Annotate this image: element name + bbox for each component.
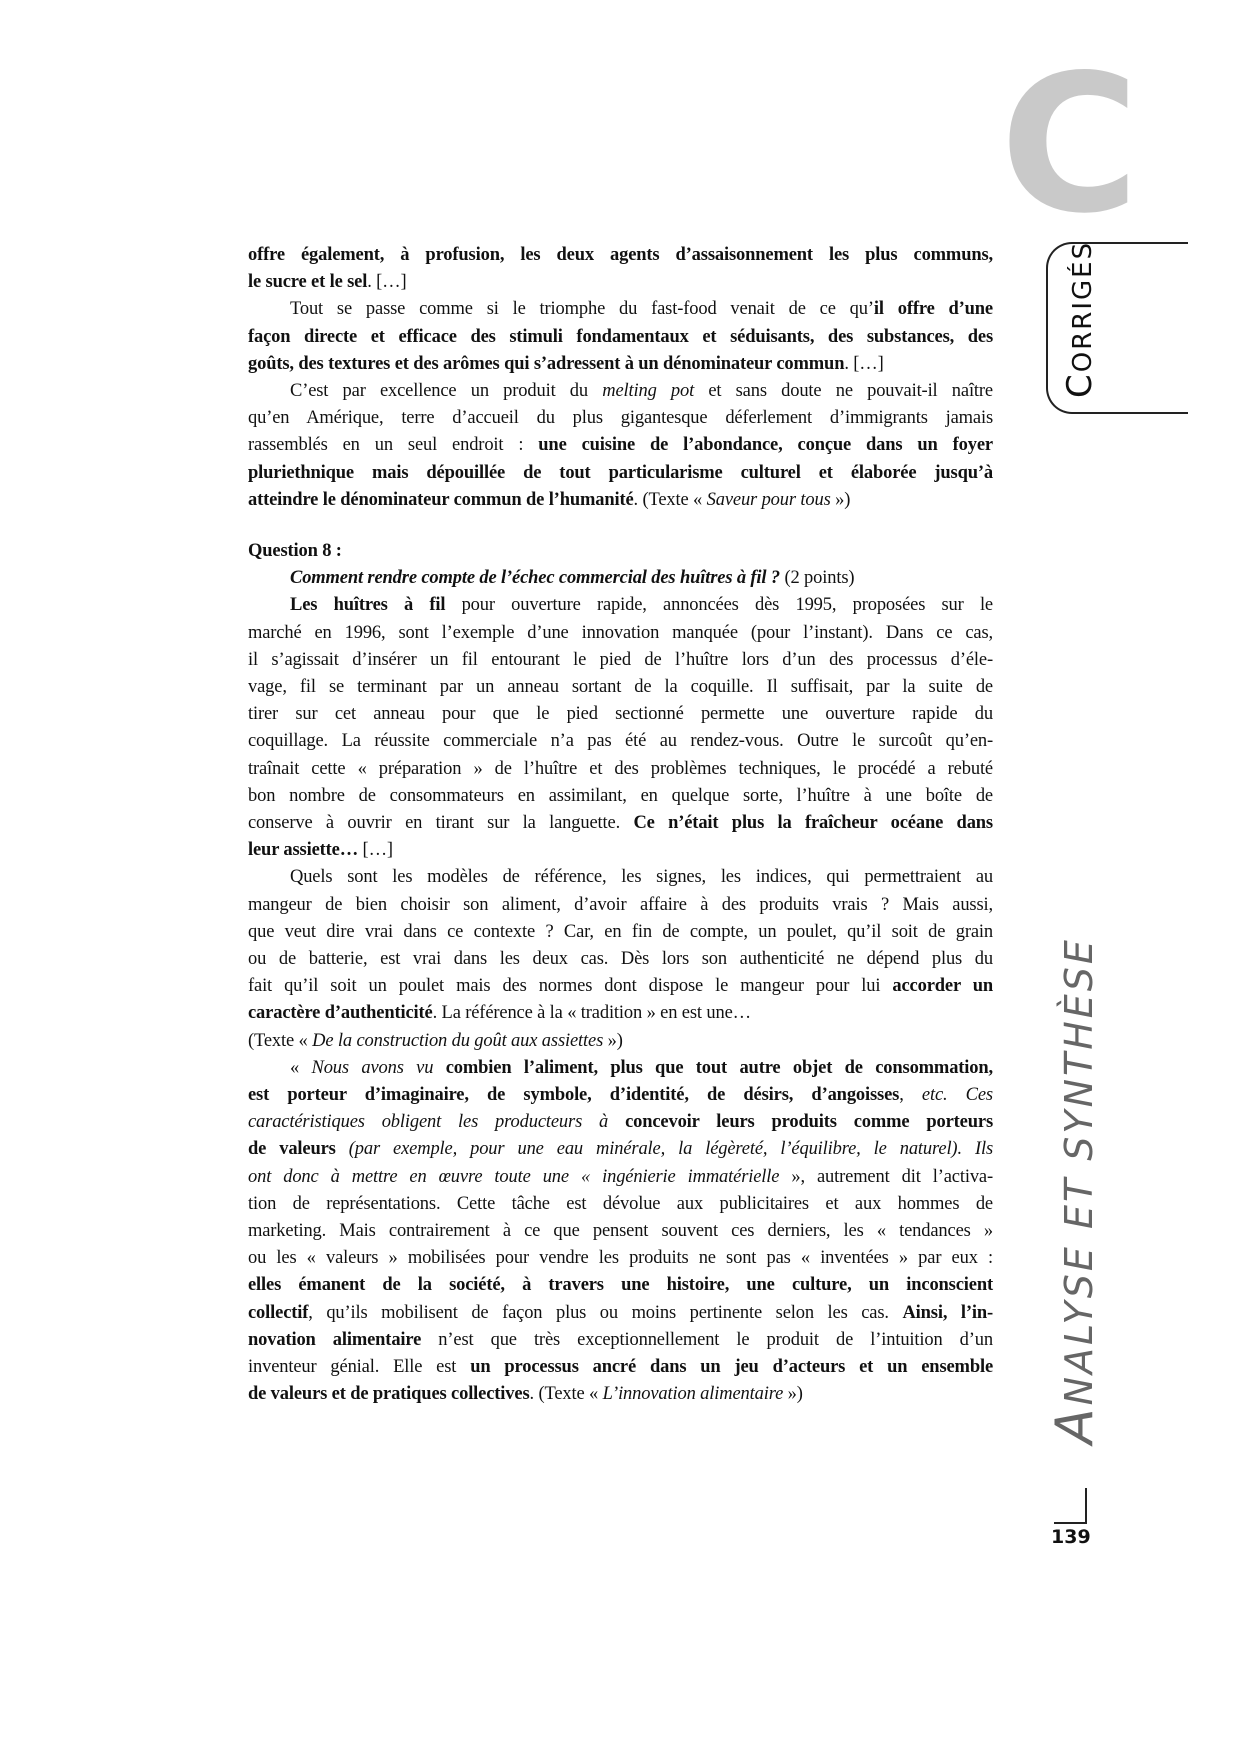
text-line	[248, 1381, 993, 1408]
text-line	[248, 647, 993, 674]
section-tab-label	[1060, 241, 1100, 398]
paragraph	[248, 1055, 993, 1409]
text-line	[248, 351, 993, 378]
bold-text-run: offre également, à profusion, les deux agents d’assaisonnement les plus communs,	[248, 245, 993, 265]
text-run: rassemblés en un seul endroit :	[248, 435, 539, 456]
bold-text-run: caractère d’authenticité	[248, 1003, 433, 1024]
bold-text-run: goûts, des textures et des arômes qui s’adressent à un dénominateur commun	[248, 353, 845, 374]
bold-italic-text-run: Comment rendre compte de l’échec commercial des huîtres à fil ?	[290, 568, 780, 589]
paragraph	[248, 592, 993, 864]
text-run: et sans doute ne pouvait-il naître	[694, 381, 993, 402]
text-run: marketing. Mais contrairement à ce que pensent souvent ces derniers, les « tendances »	[248, 1221, 993, 1242]
text-line	[248, 892, 993, 919]
text-line	[248, 1245, 993, 1272]
text-block-top	[248, 242, 993, 514]
bold-text-run: accorder un	[892, 976, 993, 997]
text-line	[248, 728, 993, 755]
bold-text-run: Les huîtres à fil	[290, 595, 446, 616]
bold-text-run: collectif	[248, 1302, 309, 1323]
section-letter-graphic: C	[1000, 34, 1140, 255]
text-line	[248, 837, 993, 864]
bold-text-run: Ce n’était plus la fraîcheur océane dans	[633, 813, 993, 834]
text-run	[608, 1112, 625, 1132]
text-line	[248, 269, 993, 296]
italic-text-run: caractéristiques obligent les producteurs à	[248, 1112, 609, 1133]
paragraph	[248, 296, 993, 378]
text-run: qu’en Amérique, terre d’accueil du plus gigantesque déferlement d’immigrants jamais	[248, 408, 993, 429]
italic-text-run: melting pot	[602, 381, 695, 402]
paragraph	[248, 864, 993, 1027]
text-run: Quels sont les modèles de référence, les signes, les indices, qui permettraient au	[290, 867, 993, 888]
text-line	[248, 538, 993, 565]
text-line	[248, 460, 993, 487]
text-line	[248, 1000, 993, 1027]
text-line	[248, 324, 993, 351]
text-run: »)	[783, 1384, 803, 1405]
text-run: il s’agissait d’insérer un fil entourant le pied de l’huître lors d’un des processus d’éle-	[248, 649, 993, 670]
bold-text-run: est porteur d’imaginaire, de symbole, d’identité, de désirs, d’angoisses	[248, 1085, 900, 1106]
text-run: tirer sur cet anneau pour que le pied sectionné permette une ouverture rapide du	[248, 704, 993, 725]
bold-text-run: de valeurs et de pratiques collectives	[248, 1384, 530, 1405]
text-run: pour ouverture rapide, annoncées dès 1995, proposées sur le	[445, 595, 993, 616]
text-line	[248, 1164, 993, 1191]
bold-text-run: pluriethnique mais dépouillée de tout particularisme culturel et élaborée jusqu’à	[248, 462, 993, 483]
bold-text-run: combien l’aliment, plus que tout autre objet de consommation,	[445, 1057, 994, 1078]
text-run: marché en 1996, sont l’exemple d’une innovation manquée (pour l’instant). Dans ce cas,	[248, 622, 993, 643]
italic-text-run: L’innovation alimentaire	[602, 1384, 784, 1405]
text-line	[248, 1300, 993, 1327]
text-line	[248, 1327, 993, 1354]
text-line	[248, 296, 993, 323]
text-run: […]	[358, 840, 393, 861]
text-run: inventeur génial. Elle est	[248, 1357, 471, 1378]
italic-text-run: Nous avons vu	[311, 1057, 434, 1078]
bold-text-run: de valeurs	[248, 1139, 336, 1160]
page-number-rule-horizontal	[1054, 1522, 1087, 1524]
text-run: (Texte «	[248, 1030, 313, 1051]
text-line	[248, 620, 993, 647]
text-line	[248, 242, 993, 269]
bold-text-run: façon directe et efficace des stimuli fondamentaux et séduisants, des substances, des	[248, 326, 993, 347]
text-line	[248, 946, 993, 973]
text-run: ,	[899, 1085, 922, 1106]
text-run: que veut dire vrai dans ce contexte ? Car, en fin de compte, un poulet, qu’il soit de grain	[248, 921, 993, 942]
text-run: «	[290, 1057, 312, 1078]
text-run: . (Texte «	[633, 489, 707, 510]
bold-text-run: le sucre et le sel	[248, 272, 368, 293]
text-line	[248, 701, 993, 728]
bold-text-run: leur assiette…	[248, 840, 359, 861]
side-title-rest: NALYSE ET SYNTHÈSE	[1057, 937, 1101, 1406]
text-run: C’est par excellence un produit du	[290, 381, 603, 402]
text-line	[248, 973, 993, 1000]
text-line	[248, 674, 993, 701]
text-line	[248, 810, 993, 837]
paragraph	[248, 1028, 993, 1055]
text-run: fait qu’il soit un poulet mais des normes dont dispose le mangeur pour lui	[248, 976, 893, 997]
text-line	[248, 1191, 993, 1218]
text-run: bon nombre de consommateurs en assimilant, en quelque sorte, l’huître à une boîte de	[248, 785, 993, 806]
italic-text-run: De la construction du goût aux assiettes	[312, 1030, 604, 1051]
text-run: Tout se passe comme si le triomphe du fast-food venait de ce qu’	[290, 299, 874, 320]
bold-text-run: novation alimentaire	[248, 1329, 422, 1350]
text-line	[248, 487, 993, 514]
text-run: »)	[830, 489, 851, 510]
text-line	[248, 432, 993, 459]
bold-text-run: un processus ancré dans un jeu d’acteurs et un ensemble	[470, 1357, 994, 1378]
text-line	[248, 864, 993, 891]
bold-text-run: concevoir leurs produits comme porteurs	[625, 1112, 993, 1133]
page-number: 139	[1051, 1526, 1091, 1548]
paragraph	[248, 242, 993, 296]
text-line	[248, 1028, 993, 1055]
text-run: », autrement dit l’activa-	[779, 1166, 993, 1187]
text-run: . […]	[844, 353, 884, 374]
text-line	[248, 405, 993, 432]
text-run: , qu’ils mobilisent de façon plus ou moins pertinente selon les cas.	[308, 1302, 903, 1323]
text-run: »)	[603, 1030, 623, 1051]
italic-text-run: Saveur pour tous	[706, 489, 831, 510]
italic-text-run: etc. Ces	[921, 1085, 993, 1106]
text-line	[248, 1136, 993, 1163]
paragraph	[248, 378, 993, 514]
text-run	[433, 1058, 445, 1078]
bold-text-run: elles émanent de la société, à travers une histoire, une culture, un inconscient	[248, 1275, 993, 1296]
text-line	[248, 1055, 993, 1082]
text-line	[248, 1218, 993, 1245]
text-line	[248, 592, 993, 619]
text-run: . […]	[367, 272, 407, 293]
text-line	[248, 378, 993, 405]
bold-text-run: Ainsi, l’in-	[902, 1302, 994, 1323]
page-number-rule-vertical	[1085, 1488, 1087, 1523]
text-line	[248, 565, 993, 592]
text-run: ou les « valeurs » mobilisées pour vendre les produits ne sont pas « inventées » par eux :	[248, 1248, 993, 1269]
text-run: traînait cette « préparation » de l’huître et des problèmes techniques, le procédé a rebuté	[248, 758, 993, 779]
text-line	[248, 919, 993, 946]
text-run: ou de batterie, est vrai dans les deux cas. Dès lors son authenticité ne dépend plus du	[248, 949, 993, 970]
text-run: . (Texte «	[529, 1384, 603, 1405]
bold-text-run: Question 8 :	[248, 541, 342, 561]
text-line	[248, 783, 993, 810]
text-run: . La référence à la « tradition » en est une…	[432, 1003, 751, 1024]
italic-text-run: (par exemple, pour une eau minérale, la légèreté, l’équilibre, le naturel). Ils	[348, 1139, 993, 1160]
bold-text-run: atteindre le dénominateur commun de l’humanité	[248, 489, 634, 510]
text-run: coquillage. La réussite commerciale n’a pas été au rendez-vous. Outre le surcoût qu’en-	[248, 731, 993, 752]
text-run: conserve à ouvrir en tirant sur la languette.	[248, 813, 634, 834]
italic-text-run: ont donc à mettre en œuvre toute une « ingénierie immatérielle	[248, 1166, 780, 1187]
text-run: n’est que très exceptionnellement le produit de l’intuition d’un	[421, 1329, 993, 1350]
text-line	[248, 756, 993, 783]
paragraph	[248, 538, 993, 565]
text-run: (2 points)	[779, 568, 855, 589]
bold-text-run: il offre d’une	[873, 299, 993, 320]
section-tab-label-rest: ORRIGÉS	[1068, 240, 1098, 373]
text-line	[248, 1109, 993, 1136]
text-run	[336, 1139, 349, 1159]
section-tab-label-initial: C	[1060, 372, 1100, 398]
text-run: mangeur de bien choisir son aliment, d’avoir affaire à des produits vrais ? Mais aussi,	[248, 894, 993, 915]
text-run: vage, fil se terminant par un anneau sortant de la coquille. Il suffisait, par la suite de	[248, 677, 993, 698]
text-line	[248, 1354, 993, 1381]
text-line	[248, 1082, 993, 1109]
paragraph	[248, 565, 993, 592]
bold-text-run: une cuisine de l’abondance, conçue dans un foyer	[538, 435, 993, 456]
side-title-initial: A	[1045, 1405, 1105, 1444]
text-block-question-8	[248, 538, 993, 1409]
text-line	[248, 1272, 993, 1299]
text-run: tion de représentations. Cette tâche est dévolue aux publicitaires et aux hommes de	[248, 1193, 993, 1214]
side-section-title	[1045, 937, 1105, 1444]
